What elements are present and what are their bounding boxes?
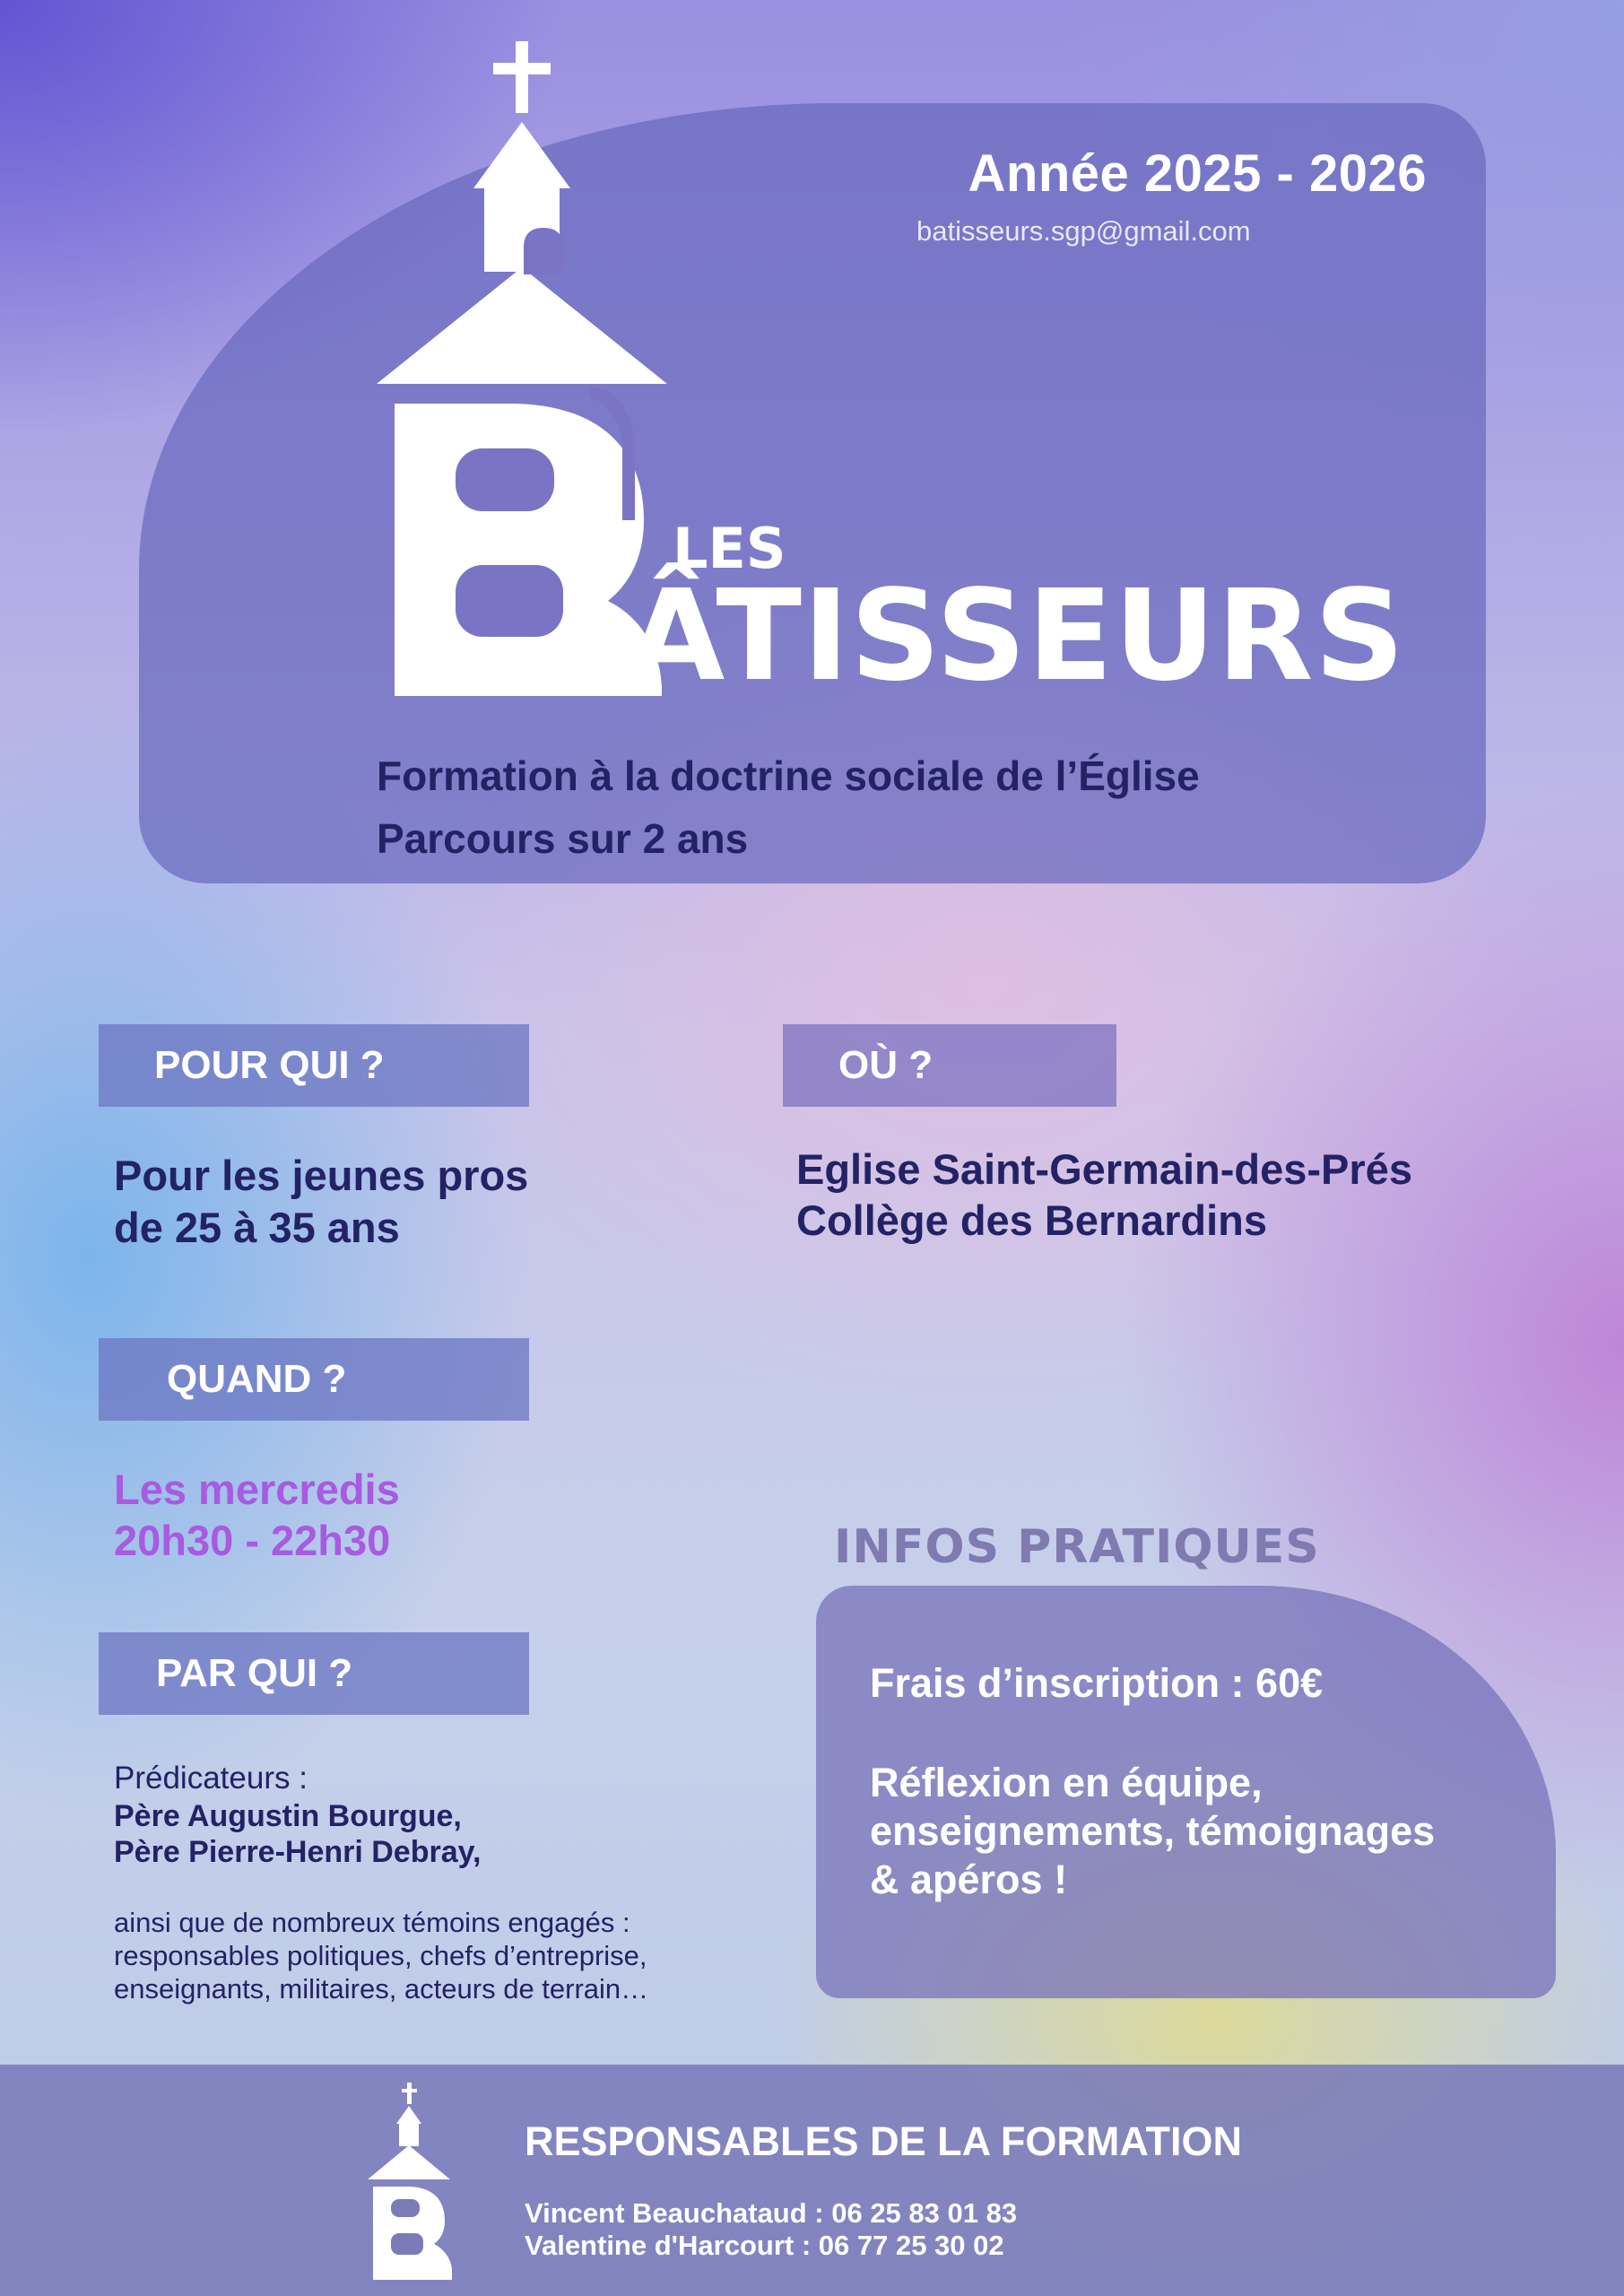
witness-line-3: enseignants, militaires, acteurs de terrain…: [114, 1973, 649, 2005]
par-qui-label: PAR QUI ?: [99, 1632, 529, 1715]
witness-line-2: responsables politiques, chefs d’entreprise,: [114, 1940, 647, 1971]
footer-contacts: [525, 2197, 1017, 2262]
footer: [0, 2065, 1624, 2296]
quand-text: [114, 1464, 400, 1566]
subtitle-line-2: Parcours sur 2 ans: [377, 815, 749, 862]
church-logo-small-icon: [368, 2081, 457, 2283]
pour-qui-label: POUR QUI ?: [99, 1024, 529, 1107]
fees-text: Frais d’inscription : 60€: [870, 1660, 1324, 1706]
preachers-label: Prédicateurs :: [114, 1761, 308, 1796]
year-heading: Année 2025 - 2026: [968, 144, 1427, 203]
ou-label: OÙ ?: [783, 1024, 1116, 1107]
infos-line-3: & apéros !: [870, 1857, 1068, 1902]
witness-line-1: ainsi que de nombreux témoins engagés :: [114, 1907, 630, 1938]
contact-vincent: Vincent Beauchataud : 06 25 83 01 83: [525, 2197, 1018, 2229]
hero-subtitle: [377, 744, 1200, 870]
preacher-2: Père Pierre-Henri Debray,: [114, 1835, 482, 1869]
preacher-1: Père Augustin Bourgue,: [114, 1799, 462, 1833]
witnesses-text: [114, 1906, 648, 2005]
logo-batisseurs: ÂTISSEURS: [628, 563, 1406, 709]
infos-title: INFOS PRATIQUES: [834, 1520, 1320, 1574]
contact-email[interactable]: batisseurs.sgp@gmail.com: [916, 215, 1251, 247]
logo-les: LES: [673, 516, 786, 581]
infos-line-2: enseignements, témoignages: [870, 1808, 1436, 1854]
ou-line-1: Eglise Saint-Germain-des-Prés: [796, 1145, 1412, 1193]
subtitle-line-1: Formation à la doctrine sociale de l’Église: [377, 752, 1200, 799]
infos-card: [816, 1586, 1556, 1998]
preachers-names: [114, 1798, 481, 1870]
infos-line-1: Réflexion en équipe,: [870, 1760, 1263, 1805]
ou-text: [796, 1144, 1412, 1246]
pour-qui-line-1: Pour les jeunes pros: [114, 1152, 529, 1199]
infos-description: [870, 1759, 1435, 1904]
quand-label: QUAND ?: [99, 1338, 529, 1421]
contact-valentine: Valentine d'Harcourt : 06 77 25 30 02: [525, 2230, 1004, 2261]
church-logo-icon: [375, 36, 671, 700]
quand-line-2: 20h30 - 22h30: [114, 1517, 391, 1564]
pour-qui-text: [114, 1150, 528, 1254]
quand-line-1: Les mercredis: [114, 1465, 400, 1513]
ou-line-2: Collège des Bernardins: [796, 1196, 1267, 1244]
pour-qui-line-2: de 25 à 35 ans: [114, 1204, 400, 1251]
footer-title: RESPONSABLES DE LA FORMATION: [525, 2118, 1243, 2164]
